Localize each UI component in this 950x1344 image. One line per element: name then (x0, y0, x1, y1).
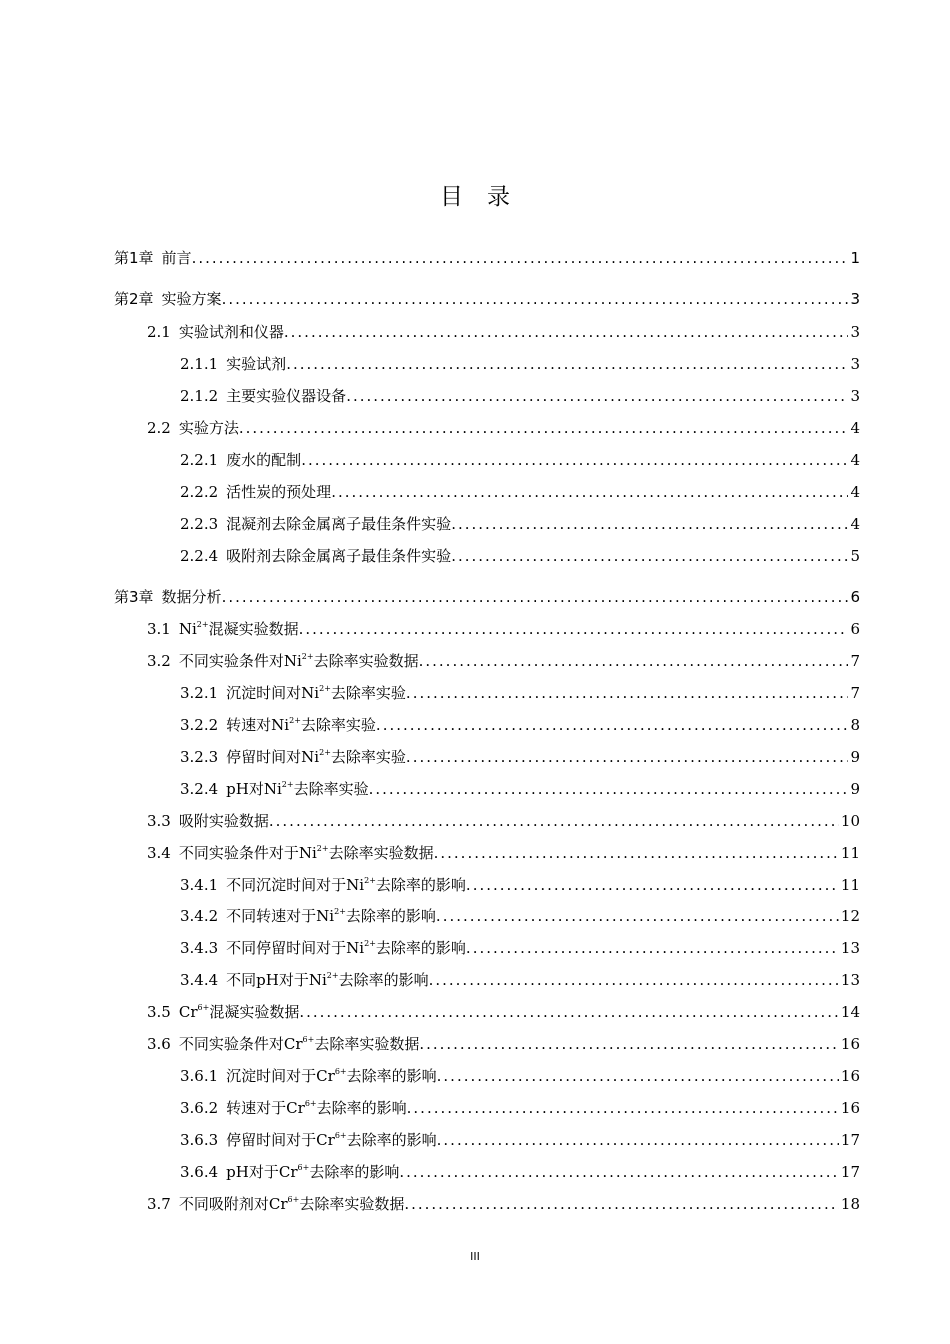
toc-entry-label (226, 936, 466, 960)
toc-entry-page: 5 (850, 547, 860, 565)
toc-entry-page: 12 (840, 907, 860, 925)
toc-entry-label (179, 841, 434, 865)
toc-entry-superscript: 2+ (281, 780, 294, 789)
toc-entry-text: 沉淀时间对Ni (226, 684, 320, 702)
toc-entry-superscript: 2+ (326, 971, 339, 980)
toc-entry (147, 617, 860, 641)
toc-entry (147, 841, 860, 865)
toc-entry (147, 1000, 860, 1024)
toc-entry-label (226, 745, 406, 769)
toc-entry (147, 320, 860, 344)
toc-entry-number: 2.2.1 (180, 451, 219, 469)
toc-entry (180, 512, 860, 536)
toc-entry-label (226, 1096, 406, 1120)
toc-entry-number: 3.6.1 (180, 1067, 219, 1085)
toc-entry-text: 不同沉淀时间对于Ni (226, 876, 365, 894)
toc-entry-page: 6 (850, 588, 860, 606)
toc-entry-text: 吸附实验数据 (178, 812, 269, 830)
toc-entry-number: 2.2.2 (180, 483, 219, 501)
toc-entry-superscript: 6+ (334, 1131, 347, 1140)
toc-entry-label (179, 809, 269, 833)
toc-entry-label (226, 480, 331, 504)
dot-leader (346, 384, 848, 408)
toc-entry-text: 主要实验仪器设备 (226, 387, 347, 405)
toc-entry-number: 3.4.1 (180, 876, 219, 894)
dot-leader (406, 745, 849, 769)
toc-entry-label (179, 1192, 404, 1216)
toc-entry (114, 287, 860, 311)
toc-entry-superscript: 6+ (304, 1099, 317, 1108)
toc-entry-number: 2.2.3 (180, 515, 219, 533)
toc-entry-label (179, 1000, 299, 1024)
toc-entry-superscript: 2+ (301, 652, 314, 661)
toc-entry-superscript: 2+ (334, 907, 346, 916)
dot-leader (406, 681, 849, 705)
toc-entry-label (162, 585, 222, 609)
dot-leader (419, 1032, 839, 1056)
toc-entry-text-suffix: 去除率实验 (300, 716, 376, 734)
toc-entry (180, 681, 860, 705)
dot-leader (299, 617, 849, 641)
dot-leader (192, 246, 849, 270)
toc-entry (147, 809, 860, 833)
toc-entry-page: 14 (840, 1003, 860, 1021)
toc-entry-page: 7 (850, 652, 860, 670)
toc-entry-page: 9 (850, 780, 860, 798)
toc-entry (180, 480, 860, 504)
toc-entry-number: 3.1 (147, 620, 171, 638)
dot-leader (451, 512, 848, 536)
toc-entry (180, 544, 860, 568)
toc-entry-page: 7 (850, 684, 860, 702)
toc-entry-label (179, 617, 299, 641)
toc-entry-superscript: 2+ (319, 748, 331, 757)
toc-entry-label (162, 287, 222, 311)
toc-entry-number: 3.2.3 (180, 748, 219, 766)
toc-entry-text: 前言 (161, 249, 192, 267)
dot-leader (434, 841, 839, 865)
toc-entry-number: 3.2.1 (180, 684, 219, 702)
toc-entry-superscript: 6+ (297, 1163, 310, 1172)
toc-entry-number: 3.7 (147, 1195, 171, 1213)
toc-entry-label (226, 713, 376, 737)
toc-entry-superscript: 2+ (316, 844, 329, 853)
toc-entry-page: 6 (850, 620, 860, 638)
dot-leader (437, 1064, 839, 1088)
toc-entry-text-suffix: 去除率实验 (330, 748, 406, 766)
toc-entry-page: 16 (840, 1035, 860, 1053)
toc-entry-text-suffix: 去除率的影响 (345, 907, 436, 925)
dot-leader (404, 1192, 839, 1216)
toc-entry-text: pH对于Cr (226, 1163, 298, 1181)
dot-leader (436, 904, 839, 928)
toc-entry-label (226, 1064, 436, 1088)
toc-entry-superscript: 6+ (197, 1003, 210, 1012)
toc-entry-number: 第1章 (114, 249, 154, 267)
toc-entry-text-suffix: 去除率的影响 (346, 1131, 437, 1149)
toc-entry (180, 936, 860, 960)
dot-leader (284, 320, 849, 344)
toc-entry-text: 不同停留时间对于Ni (226, 939, 365, 957)
toc-entry-label (226, 873, 466, 897)
dot-leader (286, 352, 848, 376)
toc-entry (147, 1032, 860, 1056)
toc-entry (180, 1064, 860, 1088)
page-number-footer: III (470, 1250, 480, 1263)
toc-entry-number: 3.6 (147, 1035, 171, 1053)
toc-entry (114, 246, 860, 270)
toc-entry-text: 数据分析 (161, 588, 222, 606)
toc-entry-page: 3 (850, 387, 860, 405)
toc-entry-number: 3.4.4 (180, 971, 219, 989)
toc-entry-text: 吸附剂去除金属离子最佳条件实验 (226, 547, 452, 565)
dot-leader (222, 287, 849, 311)
toc-entry-page: 9 (850, 748, 860, 766)
toc-entry-page: 17 (840, 1163, 860, 1181)
toc-entry-text-suffix: 去除率的影响 (375, 876, 466, 894)
toc-entry-text: 活性炭的预处理 (226, 483, 332, 501)
toc-entry-label (226, 968, 428, 992)
toc-entry-page: 4 (850, 451, 860, 469)
toc-entry-number: 2.2 (147, 419, 171, 437)
toc-entry-superscript: 6+ (334, 1067, 347, 1076)
toc-entry-page: 4 (850, 483, 860, 501)
toc-entry-label (226, 777, 368, 801)
dot-leader (429, 968, 839, 992)
toc-entry (180, 968, 860, 992)
toc-entry (180, 1128, 860, 1152)
toc-entry-text: 实验试剂 (226, 355, 287, 373)
dot-leader (376, 713, 849, 737)
toc-entry-number: 3.5 (147, 1003, 171, 1021)
toc-entry-text: 实验方法 (178, 419, 239, 437)
toc-entry-text-suffix: 去除率的影响 (309, 1163, 400, 1181)
dot-leader (331, 480, 848, 504)
toc-entry (180, 873, 860, 897)
toc-entry-text: Cr (178, 1003, 198, 1021)
toc-entry-number: 2.2.4 (180, 547, 219, 565)
toc-entry-number: 3.2 (147, 652, 171, 670)
toc-entry-text-suffix: 去除率实验 (293, 780, 369, 798)
toc-entry-page: 3 (850, 290, 860, 308)
toc-entry-page: 10 (840, 812, 860, 830)
toc-entry-label (226, 384, 346, 408)
toc-entry-page: 4 (850, 515, 860, 533)
toc-entry (114, 585, 860, 609)
toc-entry-number: 3.6.2 (180, 1099, 219, 1117)
toc-entry-text: 实验试剂和仪器 (178, 323, 284, 341)
dot-leader (301, 448, 848, 472)
toc-entry-page: 11 (840, 844, 860, 862)
toc-entry-text: 沉淀时间对于Cr (226, 1067, 335, 1085)
toc-entry-text: 停留时间对于Cr (226, 1131, 335, 1149)
toc-entry-number: 3.4 (147, 844, 171, 862)
dot-leader (369, 777, 849, 801)
toc-entry-text: 实验方案 (161, 290, 222, 308)
toc-entry-text: 不同吸附剂对Cr (178, 1195, 288, 1213)
toc-entry-number: 第3章 (114, 588, 154, 606)
toc-entry-label (179, 649, 419, 673)
toc-entry-number: 2.1 (147, 323, 171, 341)
toc-entry-superscript: 2+ (196, 620, 209, 629)
dot-leader (399, 1160, 839, 1184)
toc-entry-superscript: 2+ (364, 876, 376, 885)
toc-entry-page: 13 (840, 939, 860, 957)
toc-entry-number: 2.1.2 (180, 387, 219, 405)
toc-entry-superscript: 6+ (302, 1035, 315, 1044)
dot-leader (466, 873, 839, 897)
toc-entry (180, 777, 860, 801)
toc-entry-text: 停留时间对Ni (226, 748, 320, 766)
toc-entry-text-suffix: 去除率实验数据 (299, 1195, 405, 1213)
toc-entry (180, 448, 860, 472)
toc-entry (147, 1192, 860, 1216)
toc-entry-page: 1 (850, 249, 860, 267)
toc-entry-number: 3.4.2 (180, 907, 219, 925)
toc-entry-text-suffix: 去除率的影响 (338, 971, 429, 989)
toc-entry (180, 745, 860, 769)
toc-entry-superscript: 2+ (289, 716, 301, 725)
dot-leader (451, 544, 848, 568)
toc-entry-label (179, 320, 284, 344)
dot-leader (466, 936, 839, 960)
toc-entry-text-suffix: 去除率实验数据 (314, 1035, 420, 1053)
toc-entry-label (226, 448, 301, 472)
toc-entry-text-suffix: 去除率实验 (330, 684, 406, 702)
dot-leader (239, 416, 849, 440)
toc-entry-label (226, 1160, 399, 1184)
toc-entry-text: 转速对于Cr (226, 1099, 305, 1117)
toc-entry-label (179, 416, 239, 440)
toc-entry-number: 3.2.2 (180, 716, 219, 734)
toc-entry-label (226, 512, 451, 536)
toc-entry-text: 不同实验条件对于Ni (178, 844, 317, 862)
toc-entry-label (226, 544, 451, 568)
toc-entry-superscript: 2+ (364, 939, 376, 948)
toc-entry-superscript: 2+ (319, 684, 331, 693)
toc-entry-text: 废水的配制 (226, 451, 302, 469)
toc-entry (180, 713, 860, 737)
dot-leader (419, 649, 849, 673)
toc-entry-page: 18 (840, 1195, 860, 1213)
toc-entry (180, 352, 860, 376)
toc-entry-text: 不同实验条件对Cr (178, 1035, 303, 1053)
dot-leader (222, 585, 849, 609)
toc-entry-text: 不同转速对于Ni (226, 907, 335, 925)
toc-title: 目录 (440, 184, 534, 210)
toc-entry (180, 384, 860, 408)
toc-entry (147, 416, 860, 440)
toc-entry-text: 混凝剂去除金属离子最佳条件实验 (226, 515, 452, 533)
toc-entry-number: 2.1.1 (180, 355, 219, 373)
toc-entry-page: 13 (840, 971, 860, 989)
toc-entry-page: 8 (850, 716, 860, 734)
toc-entry (180, 1160, 860, 1184)
toc-entry (180, 904, 860, 928)
toc-entry-number: 3.6.3 (180, 1131, 219, 1149)
toc-entry-label (162, 246, 192, 270)
toc-entry-number: 3.3 (147, 812, 171, 830)
toc-entry-text-suffix: 去除率实验数据 (313, 652, 419, 670)
toc-entry (147, 649, 860, 673)
toc-entry-label (179, 1032, 419, 1056)
toc-entry-page: 4 (850, 419, 860, 437)
toc-entry-page: 3 (850, 355, 860, 373)
toc-entry-label (226, 681, 406, 705)
toc-entry-page: 3 (850, 323, 860, 341)
toc-entry-superscript: 6+ (287, 1195, 300, 1204)
toc-entry-number: 3.4.3 (180, 939, 219, 957)
toc-entry-text-suffix: 去除率的影响 (316, 1099, 407, 1117)
toc-entry-text: pH对Ni (226, 780, 282, 798)
toc-entry-text-suffix: 去除率实验数据 (328, 844, 434, 862)
toc-entry-text: 转速对Ni (226, 716, 290, 734)
dot-leader (437, 1128, 839, 1152)
dot-leader (299, 1000, 839, 1024)
toc-entry-text-suffix: 去除率的影响 (375, 939, 466, 957)
toc-entry-label (226, 352, 286, 376)
toc-entry-text: 不同实验条件对Ni (178, 652, 302, 670)
toc-entry-text-suffix: 混凝实验数据 (208, 620, 299, 638)
toc-entry-text: 不同pH对于Ni (226, 971, 327, 989)
toc-entry-text-suffix: 去除率的影响 (346, 1067, 437, 1085)
dot-leader (269, 809, 839, 833)
toc-entry-number: 第2章 (114, 290, 154, 308)
toc-entry-text-suffix: 混凝实验数据 (209, 1003, 300, 1021)
toc-entry-page: 16 (840, 1067, 860, 1085)
dot-leader (407, 1096, 839, 1120)
toc-entry-label (226, 904, 436, 928)
toc-entry-label (226, 1128, 436, 1152)
toc-entry-number: 3.6.4 (180, 1163, 219, 1181)
toc-entry-page: 16 (840, 1099, 860, 1117)
toc-entry-number: 3.2.4 (180, 780, 219, 798)
toc-entry (180, 1096, 860, 1120)
toc-entry-page: 11 (840, 876, 860, 894)
toc-entry-text: Ni (178, 620, 197, 638)
toc-entry-page: 17 (840, 1131, 860, 1149)
